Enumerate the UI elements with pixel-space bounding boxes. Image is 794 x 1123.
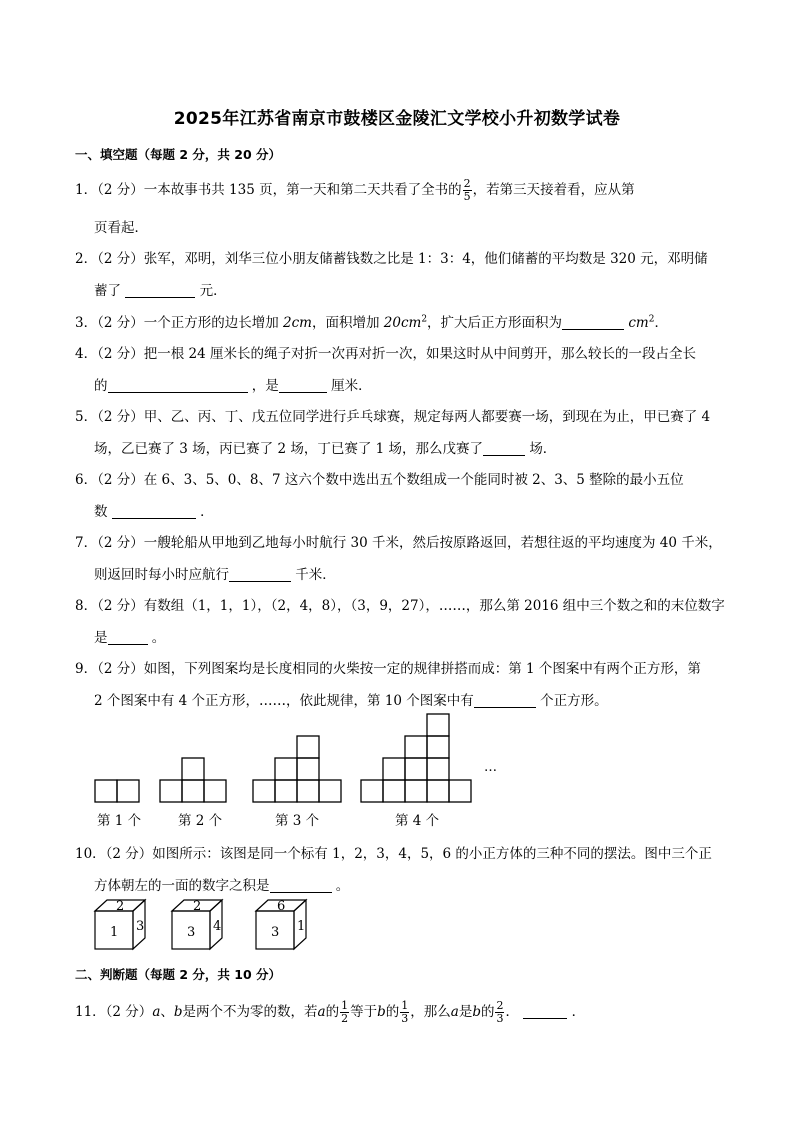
square xyxy=(319,780,341,802)
answer-blank[interactable] xyxy=(562,315,624,330)
cube-2-top-number: 2 xyxy=(193,899,202,914)
question-3-text: ，面积增加 xyxy=(311,315,384,331)
square xyxy=(405,736,427,758)
question-6-text: 数 xyxy=(94,504,108,520)
question-2-text: 元． xyxy=(199,283,227,299)
square xyxy=(427,780,449,802)
question-10-line-2 xyxy=(94,874,349,894)
fraction xyxy=(463,178,472,203)
matchstick-square-figure xyxy=(0,705,794,830)
pattern-1 xyxy=(95,780,139,802)
answer-blank[interactable] xyxy=(229,567,291,582)
answer-blank[interactable] xyxy=(108,378,248,393)
fraction xyxy=(340,1000,349,1025)
fraction-denominator: 3 xyxy=(496,1012,504,1025)
question-8-text: 是 xyxy=(94,630,108,646)
square xyxy=(383,780,405,802)
question-11-text: 的 xyxy=(480,1004,495,1020)
question-1-line-2 xyxy=(94,216,148,236)
cube-2-right-number: 4 xyxy=(213,919,222,934)
question-6-text: ． xyxy=(200,504,214,520)
answer-blank[interactable] xyxy=(112,504,196,519)
cube-1-front-number: 1 xyxy=(110,925,119,940)
section-true-false-heading: 二、判断题（每题 2 分，共 10 分） xyxy=(75,967,282,982)
square xyxy=(182,758,204,780)
variable-b: b xyxy=(472,1004,481,1020)
square xyxy=(427,758,449,780)
question-2-line-2 xyxy=(94,279,227,299)
question-10-line-1: 10．（2 分）如图所示：该图是同一个标有 1，2，3，4，5，6 的小正方体的三种不同的摆法。图中三个正 xyxy=(75,846,712,862)
pattern-label: 第 1 个 xyxy=(97,813,142,829)
question-3-text: 3．（2 分）一个正方形的边长增加 xyxy=(75,315,284,331)
question-7-line-1: 7．（2 分）一艘轮船从甲地到乙地每小时航行 30 千米，然后按原路返回，若想往返的平均速度为 40 千米， xyxy=(75,535,722,551)
question-4-line-2 xyxy=(94,374,372,394)
question-2-text: 蓄了 xyxy=(94,283,121,299)
question-5-text: 场． xyxy=(529,441,557,457)
fraction-denominator: 2 xyxy=(341,1012,349,1025)
question-8-line-2 xyxy=(94,626,165,646)
pattern-4 xyxy=(361,714,471,802)
answer-blank[interactable] xyxy=(279,378,327,393)
separator: 、 xyxy=(160,1004,174,1020)
square xyxy=(297,736,319,758)
question-9-text: 2 个图案中有 4 个正方形，……，依此规律，第 10 个图案中有 xyxy=(94,693,474,709)
question-5-text: 场，乙已赛了 3 场，丙已赛了 2 场，丁已赛了 1 场，那么戊赛了 xyxy=(94,441,484,457)
exponent: 2 xyxy=(648,314,655,325)
square xyxy=(160,780,182,802)
square xyxy=(253,780,275,802)
page-title: 2025年江苏省南京市鼓楼区金陵汇文学校小升初数学试卷 xyxy=(173,109,621,129)
question-7-line-2 xyxy=(94,563,336,583)
question-3-line-1 xyxy=(75,311,668,331)
square xyxy=(405,780,427,802)
cube-1-right-number: 3 xyxy=(136,919,145,934)
answer-blank[interactable] xyxy=(125,283,195,298)
cube-1-top-number: 2 xyxy=(116,899,125,914)
square xyxy=(117,780,139,802)
question-9-line-1: 9．（2 分）如图，下列图案均是长度相同的火柴按一定的规律拼搭而成：第 1 个图案中有两个正方形，第 xyxy=(75,661,701,677)
pattern-2 xyxy=(160,758,226,802)
question-7-text: 千米． xyxy=(295,567,336,583)
variable-b: b xyxy=(173,1004,183,1020)
variable-a: a xyxy=(152,1004,161,1020)
square xyxy=(405,758,427,780)
question-4-text: ，是 xyxy=(251,378,279,394)
question-1-text: 页看起． xyxy=(94,220,148,236)
question-6-line-2 xyxy=(94,500,214,520)
question-10-text: 。 xyxy=(335,878,350,894)
question-4-line-1: 4．（2 分）把一根 24 厘米长的绳子对折一次再对折一次，如果这时从中间剪开，那么较长的一段占全长 xyxy=(75,346,696,362)
question-2-line-1: 2．（2 分）张军，邓明，刘华三位小朋友储蓄钱数之比是 1：3：4，他们储蓄的平均数是 320 元，邓明储 xyxy=(75,251,708,267)
unit-cm2: cm xyxy=(628,315,649,331)
pattern-label: 第 2 个 xyxy=(178,813,223,829)
question-6-line-1: 6．（2 分）在 6、3、5、0、8、7 这六个数中选出五个数组成一个能同时被 2、3、5 整除的最小五位 xyxy=(75,472,684,488)
fraction-numerator: 1 xyxy=(341,999,349,1012)
fraction-numerator: 1 xyxy=(401,999,409,1012)
question-7-text: 则返回时每小时应航行 xyxy=(94,567,229,583)
pattern-label: 第 4 个 xyxy=(395,813,440,829)
fraction xyxy=(495,1000,504,1025)
variable-b: b xyxy=(377,1004,386,1020)
question-10-text: 方体朝左的一面的数字之积是 xyxy=(94,878,270,894)
section-fill-blank-heading: 一、填空题（每题 2 分，共 20 分） xyxy=(75,147,282,162)
question-11-text: 等于 xyxy=(350,1004,378,1020)
cube-3-front-number: 3 xyxy=(271,925,280,940)
variable-a: a xyxy=(317,1004,326,1020)
unit-cm: 2cm xyxy=(283,315,312,331)
question-11-text: ，那么 xyxy=(410,1004,451,1020)
answer-blank[interactable] xyxy=(108,630,148,645)
square xyxy=(204,780,226,802)
square xyxy=(275,758,297,780)
fraction-numerator: 2 xyxy=(463,177,471,190)
question-11-text: 11．（2 分） xyxy=(75,1004,153,1020)
question-1-line-1 xyxy=(75,178,635,203)
square xyxy=(297,758,319,780)
question-4-text: 厘米． xyxy=(331,378,372,394)
cube-3-right-number: 1 xyxy=(297,919,306,934)
question-8-text: 。 xyxy=(151,630,166,646)
question-3-text: ，扩大后正方形面积为 xyxy=(427,315,563,331)
square xyxy=(383,758,405,780)
ellipsis: … xyxy=(484,760,497,775)
fraction-denominator: 3 xyxy=(401,1012,409,1025)
square xyxy=(427,736,449,758)
fraction xyxy=(400,1000,409,1025)
fraction-numerator: 2 xyxy=(496,999,504,1012)
question-9-text: 个正方形。 xyxy=(540,693,608,709)
question-11-text: ． xyxy=(571,1004,586,1020)
cube-figure xyxy=(0,895,794,955)
question-11-text: 是 xyxy=(458,1004,473,1020)
answer-blank[interactable] xyxy=(483,441,525,456)
square xyxy=(449,780,471,802)
question-5-line-1: 5．（2 分）甲、乙、丙、丁、戊五位同学进行乒乓球赛，规定每两人都要赛一场，到现在为止，甲已赛了 4 xyxy=(75,409,711,425)
pattern-label: 第 3 个 xyxy=(275,813,320,829)
exponent: 2 xyxy=(421,314,428,325)
cube-2-front-number: 3 xyxy=(187,925,196,940)
question-5-line-2 xyxy=(94,437,556,457)
square xyxy=(182,780,204,802)
unit-cm2: 20cm xyxy=(383,315,422,331)
question-11-text: 是两个不为零的数，若 xyxy=(182,1004,318,1020)
question-1-text: 1．（2 分）一本故事书共 135 页，第一天和第二天共看了全书的 xyxy=(75,182,462,198)
question-11-text: 的 xyxy=(325,1004,340,1020)
question-8-line-1: 8．（2 分）有数组（1，1，1），（2，4，8），（3，9，27），……，那么第 2016 组中三个数之和的末位数字 xyxy=(75,598,725,614)
square xyxy=(95,780,117,802)
question-11-text: ． xyxy=(505,1004,519,1020)
square xyxy=(297,780,319,802)
cube-3-top-number: 6 xyxy=(277,899,286,914)
square xyxy=(361,780,383,802)
fraction-denominator: 5 xyxy=(463,190,471,203)
variable-a: a xyxy=(450,1004,459,1020)
question-3-text: ． xyxy=(654,315,668,331)
question-11-line-1 xyxy=(75,1000,585,1025)
pattern-3 xyxy=(253,736,341,802)
square xyxy=(427,714,449,736)
question-1-text: ，若第三天接着看，应从第 xyxy=(472,182,635,198)
square xyxy=(275,780,297,802)
answer-blank[interactable] xyxy=(523,1004,567,1019)
answer-blank[interactable] xyxy=(270,878,332,893)
question-4-text: 的 xyxy=(94,378,108,394)
question-11-text: 的 xyxy=(385,1004,400,1020)
